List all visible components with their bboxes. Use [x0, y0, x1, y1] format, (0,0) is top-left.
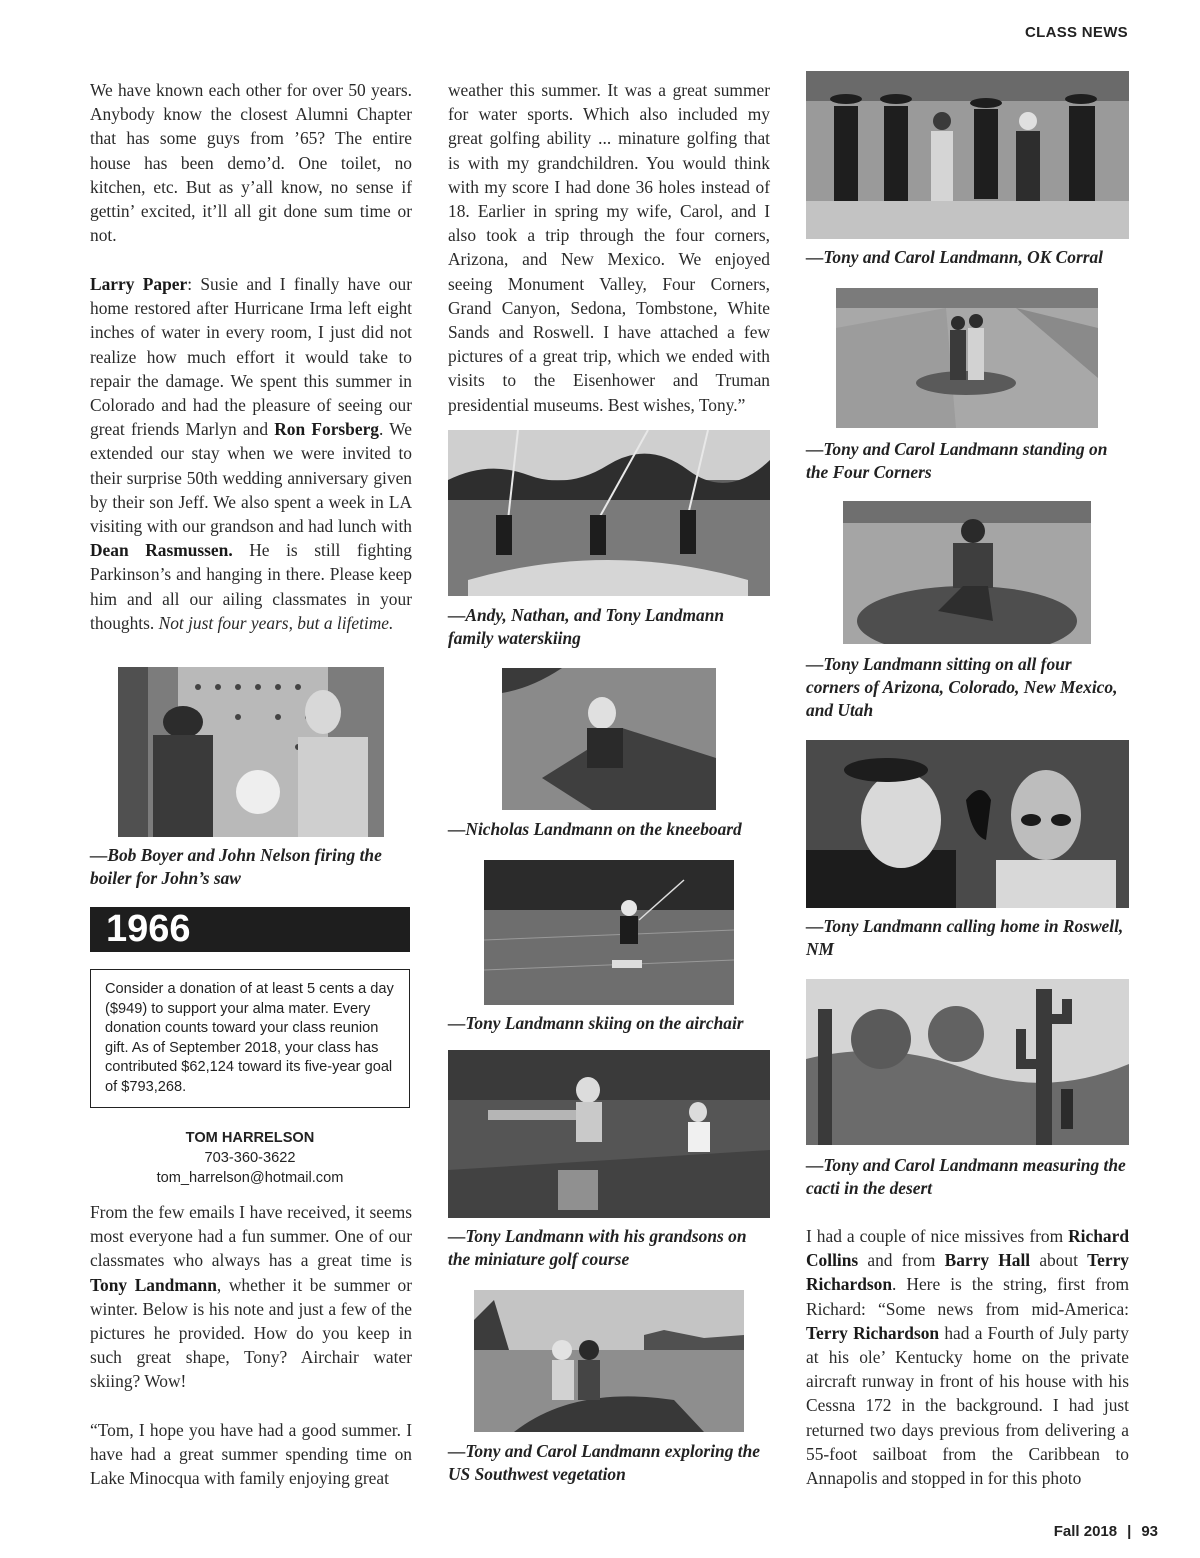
- issue-label: Fall 2018: [1053, 1523, 1118, 1540]
- photo-roswell: [806, 740, 1129, 908]
- text-run: . We extended our stay when we were invited to their surprise 50th wedding anniversary given by their son Jeff. We also spent a week in LA visiting with our grandson and had lunch with: [90, 419, 412, 537]
- caption-four-corners-standing: —Tony and Carol Landmann standing on the Four Corners: [806, 439, 1108, 482]
- donation-callout: Consider a donation of at least 5 cents a day ($949) to support your alma mater. Every donation counts toward your class reunion gift. As of September 2018, your class has contributed $62,124 toward its five-year goal of $793,268.: [90, 969, 410, 1108]
- col1-paragraph-larry-paper: [90, 272, 412, 635]
- text-run: He is still fighting Parkinson’s and hanging in there. Please keep him and all our ailing classmates in your thoughts.: [90, 540, 412, 633]
- photo-kneeboard: [502, 668, 716, 810]
- closing-italic: Not just four years, but a lifetime.: [158, 612, 394, 633]
- footer-separator: |: [1127, 1523, 1132, 1540]
- col1-paragraph-intro: We have known each other for over 50 years. Anybody know the closest Alumni Chapter that has some guys from ’65? The entire house has been demo’d. One toilet, no kitchen, etc. But as y’all know, no sense if gettin’ excited, it’ll all git done sum time or not.: [90, 80, 412, 246]
- name-dean-rasmussen: Dean Rasmussen.: [90, 540, 233, 561]
- photo-ok-corral: [806, 71, 1129, 239]
- text-run: . Here is the string, first from Richard: “Some news from mid-America:: [806, 1274, 1129, 1319]
- page-number: 93: [1141, 1523, 1158, 1540]
- caption-ok-corral: —Tony and Carol Landmann, OK Corral: [806, 247, 1104, 267]
- text-run: From the few emails I have received, it seems most everyone had a fun summer. One of our classmates who always has a great time is: [90, 1202, 412, 1271]
- caption-waterskiing: —Andy, Nathan, and Tony Landmann family waterskiing: [448, 605, 725, 648]
- section-header: CLASS NEWS: [1024, 24, 1128, 41]
- caption-southwest: —Tony and Carol Landmann exploring the US Southwest vegetation: [448, 1441, 760, 1484]
- photo-four-corners-standing: [836, 288, 1098, 428]
- name-ron-forsberg: Ron Forsberg: [274, 419, 379, 440]
- col3-paragraph-terry-richardson: [806, 1224, 1129, 1490]
- col1-paragraph-tony-letter: “Tom, I hope you have had a good summer. I have had a great summer spending time on Lake Minocqua with family enjoying great: [90, 1420, 412, 1489]
- text-run: , whether it be summer or winter. Below is his note and just a few of the pictures he provided. How do you keep in such great shape, Tony? Airchair water skiing? Wow!: [90, 1274, 413, 1392]
- photo-cacti: [806, 979, 1129, 1145]
- name-barry-hall: Barry Hall: [944, 1250, 1031, 1271]
- name-tony-landmann: Tony Landmann: [90, 1274, 217, 1295]
- photo-four-corners-sitting: [843, 501, 1091, 644]
- secretary-phone: 703-360-3622: [204, 1149, 296, 1166]
- class-year-heading: 1966: [90, 907, 410, 952]
- text-run: : Susie and I finally have our home restored after Hurricane Irma left eight inches of water in every room, I just did not realize how much effort it would take to repair the damage. We spent this summer in Colorado and had the pleasure of seeing our great friends Marlyn and: [90, 274, 412, 440]
- col1-paragraph-tony-intro: [90, 1200, 412, 1394]
- name-richard-collins: Richard Collins: [806, 1226, 1129, 1271]
- secretary-email[interactable]: tom_harrelson@hotmail.com: [156, 1169, 344, 1186]
- text-run: about: [1030, 1250, 1088, 1271]
- caption-airchair: —Tony Landmann skiing on the airchair: [448, 1013, 744, 1033]
- name-terry-richardson-2: Terry Richardson: [806, 1322, 940, 1343]
- class-secretary-contact: [90, 1129, 410, 1188]
- name-terry-richardson: Terry Richardson: [806, 1250, 1129, 1295]
- secretary-name: TOM HARRELSON: [185, 1130, 315, 1146]
- photo-minigolf: [448, 1050, 770, 1218]
- photo-waterskiing: [448, 430, 770, 596]
- text-run: and from: [858, 1250, 945, 1271]
- photo-southwest: [474, 1290, 744, 1432]
- page-footer: [1054, 1523, 1158, 1540]
- name-larry-paper: Larry Paper: [90, 274, 188, 294]
- caption-minigolf: —Tony Landmann with his grandsons on the miniature golf course: [448, 1226, 747, 1269]
- caption-boiler: —Bob Boyer and John Nelson firing the boiler for John’s saw: [90, 845, 382, 888]
- photo-boiler: [118, 667, 384, 837]
- caption-cacti: —Tony and Carol Landmann measuring the cacti in the desert: [806, 1155, 1126, 1198]
- photo-airchair: [484, 860, 734, 1005]
- caption-four-corners-sitting: —Tony Landmann sitting on all four corners of Arizona, Colorado, New Mexico, and Utah: [806, 654, 1118, 720]
- text-run: had a Fourth of July party at his ole’ Kentucky home on the private aircraft runway in front of his house with his Cessna 172 in the background. I had just returned two days previous from delivering a 55-foot sailboat from the Caribbean to Annapolis and stopped in for this photo: [806, 1322, 1129, 1489]
- caption-roswell: —Tony Landmann calling home in Roswell, NM: [806, 916, 1124, 959]
- caption-kneeboard: —Nicholas Landmann on the kneeboard: [448, 819, 742, 839]
- col2-paragraph-letter-cont: weather this summer. It was a great summer for water sports. Which also included my great golfing ability ... minature golfing that is with my grandchildren. You would think with my score I had done 36 holes instead of 18. Earlier in spring my wife, Carol, and I also took a trip through the four corners, Arizona, and New Mexico. We enjoyed seeing Monument Valley, Four Corners, Grand Canyon, Sedona, Tombstone, White Sands and Roswell. I have attached a few pictures of a great trip, which we ended with visits to the Eisenhower and Truman presidential museums. Best wishes, Tony.”: [448, 80, 770, 415]
- text-run: I had a couple of nice missives from: [806, 1226, 1069, 1246]
